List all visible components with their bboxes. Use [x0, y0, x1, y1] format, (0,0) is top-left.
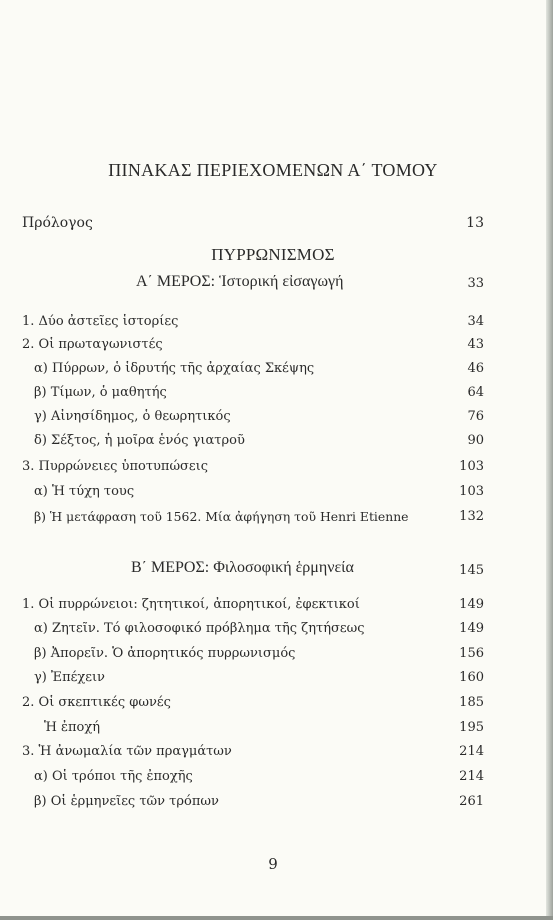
toc-entry-label: α) Οἱ τρόποι τῆς ἐποχῆς	[34, 769, 193, 784]
toc-entry[interactable]	[0, 744, 546, 764]
toc-entry-label: β) Ἡ μετάφραση τοῦ 1562. Μία ἀφήγηση τοῦ Henri Etienne	[34, 509, 409, 524]
toc-entry-label: γ) Αἰνησίδημος, ὁ θεωρητικός	[34, 409, 231, 424]
toc-subentry[interactable]	[0, 385, 546, 405]
page-edge-bottom	[0, 916, 553, 920]
toc-entry-label: β) Ἀπορεῖν. Ὁ ἀπορητικός πυρρωνισμός	[34, 646, 296, 661]
toc-subentry[interactable]	[0, 646, 546, 666]
toc-subentry[interactable]	[0, 621, 546, 641]
toc-entry-page: 149	[459, 597, 484, 612]
toc-entry-page: 160	[459, 670, 484, 685]
part-a-page: 33	[467, 276, 484, 291]
toc-entry[interactable]	[0, 597, 546, 617]
toc-entry[interactable]	[0, 314, 546, 334]
toc-subentry[interactable]	[0, 361, 546, 381]
toc-entry-label: α) Ἡ τύχη τους	[34, 484, 135, 499]
toc-entry-page: 13	[466, 215, 484, 231]
page-title: ΠΙΝΑΚΑΣ ΠΕΡΙΕΧΟΜΕΝΩΝ Α΄ ΤΟΜΟΥ	[108, 160, 438, 180]
toc-entry-page: 214	[459, 744, 484, 759]
toc-subentry[interactable]	[0, 670, 546, 690]
part-a-label: Α΄ ΜΕΡΟΣ: Ἱστορική εἰσαγωγή	[136, 273, 344, 290]
toc-part-a[interactable]	[0, 273, 546, 293]
toc-entry-page: 76	[467, 409, 484, 424]
toc-subentry[interactable]	[0, 409, 546, 429]
page-edge-shadow	[546, 0, 553, 920]
toc-subentry[interactable]	[0, 794, 546, 814]
toc-entry-label: 1. Δύο ἀστεῖες ἱστορίες	[22, 314, 179, 329]
toc-entry-label: 2. Οἱ σκεπτικές φωνές	[22, 695, 171, 710]
toc-entry-label: Ἡ ἐποχή	[44, 720, 101, 735]
toc-entry-page: 132	[459, 509, 484, 524]
toc-subentry[interactable]	[0, 509, 546, 529]
toc-subentry[interactable]	[0, 720, 546, 740]
toc-entry-page: 214	[459, 769, 484, 784]
toc-entry-page: 103	[459, 459, 484, 474]
toc-entry[interactable]	[0, 459, 546, 479]
toc-entry-label: δ) Σέξτος, ἡ μοῖρα ἑνός γιατροῦ	[34, 433, 245, 448]
toc-entry-page: 261	[459, 794, 484, 809]
toc-subentry[interactable]	[0, 769, 546, 789]
toc-part-b[interactable]	[0, 559, 546, 579]
toc-entry-label: Πρόλογος	[22, 215, 93, 231]
toc-entry-page: 34	[467, 314, 484, 329]
toc-entry-label: 2. Οἱ πρωταγωνιστές	[22, 337, 163, 352]
toc-entry-label: α) Ζητεῖν. Τό φιλοσοφικό πρόβλημα τῆς ζητήσεως	[34, 621, 365, 636]
toc-entry-page: 149	[459, 621, 484, 636]
toc-entry-label: α) Πύρρων, ὁ ἱδρυτής τῆς ἀρχαίας Σκέψης	[34, 361, 315, 376]
toc-entry-page: 43	[467, 337, 484, 352]
toc-entry-label: β) Τίμων, ὁ μαθητής	[34, 385, 167, 400]
part-b-page: 145	[459, 563, 484, 578]
toc-entry-label: 1. Οἱ πυρρώνειοι: ζητητικοί, ἀπορητικοί, ἐφεκτικοί	[22, 597, 360, 612]
toc-entry-label: β) Οἱ ἑρμηνεῖες τῶν τρόπων	[34, 794, 219, 809]
toc-entry-page: 46	[467, 361, 484, 376]
toc-entry[interactable]	[0, 695, 546, 715]
toc-entry-page: 156	[459, 646, 484, 661]
page-number: 9	[268, 855, 278, 873]
toc-entry-prologue[interactable]	[0, 215, 546, 235]
toc-entry-page: 64	[467, 385, 484, 400]
toc-entry-page: 195	[459, 720, 484, 735]
toc-subentry[interactable]	[0, 484, 546, 504]
section-heading: ΠΥΡΡΩΝΙΣΜΟΣ	[211, 245, 335, 264]
part-b-label: Β΄ ΜΕΡΟΣ: Φιλοσοφική ἑρμηνεία	[131, 559, 354, 576]
toc-entry-page: 103	[459, 484, 484, 499]
toc-entry-label: 3. Πυρρώνειες ὑποτυπώσεις	[22, 459, 209, 474]
toc-entry-page: 185	[459, 695, 484, 710]
toc-entry-label: γ) Ἐπέχειν	[34, 670, 105, 685]
toc-entry-label: 3. Ἡ ἀνωμαλία τῶν πραγμάτων	[22, 744, 232, 759]
toc-entry-page: 90	[467, 433, 484, 448]
toc-subentry[interactable]	[0, 433, 546, 453]
toc-entry[interactable]	[0, 337, 546, 357]
